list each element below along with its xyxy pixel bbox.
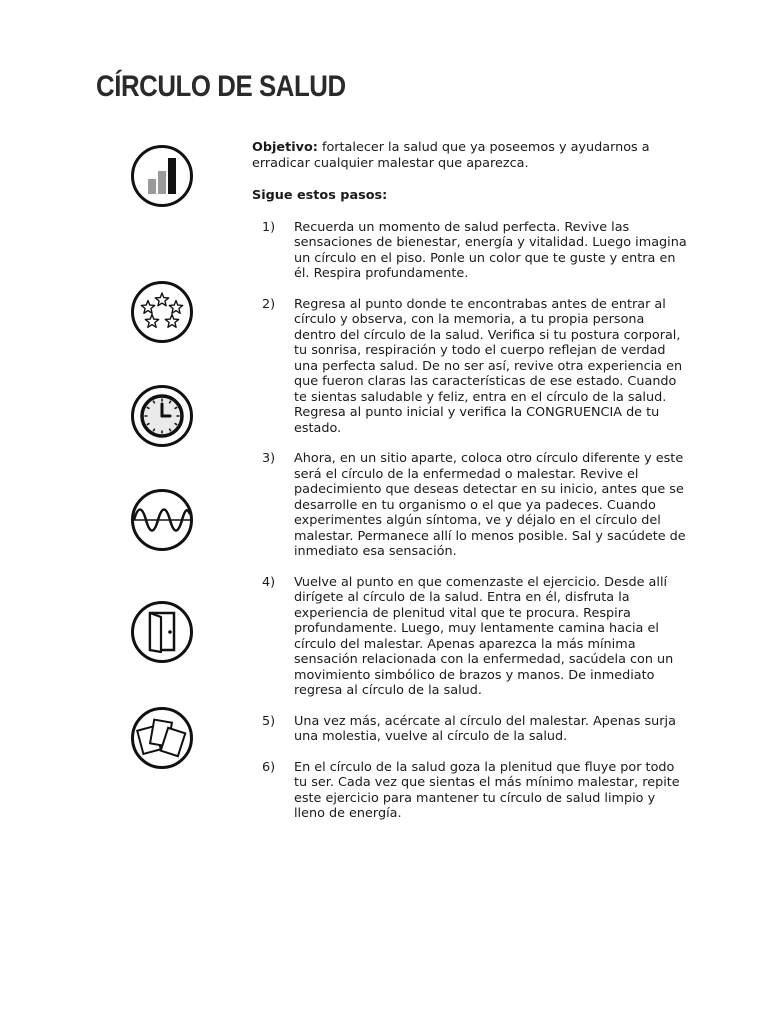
door-icon <box>130 600 194 664</box>
step-number: 2) <box>262 296 276 312</box>
step-item <box>252 220 688 282</box>
step-text: Regresa al punto donde te encontrabas antes de entrar al círculo y observa, con la memoria, a tu propia persona dentro del círculo de la salud. Verifica si tu postura corporal, tu sonrisa, respiración y todo el cuerpo reflejan de verdad una perfecta salud. De no ser así, revive otra experiencia en que fueron claras las características de ese estado. Cuando te sientas saludable y feliz, entra en el círculo de la salud. Regresa al punto inicial y verifica la CONGRUENCIA de tu estado. <box>294 296 683 436</box>
steps-list <box>252 220 688 822</box>
step-text: Vuelve al punto en que comenzaste el ejercicio. Desde allí dirígete al círculo de la salud. Entra en él, disfruta la experiencia de plenitud vital que te procura. Respira profundamente. Luego, muy lentamente camina hacia el círculo del malestar. Apenas aparezca la más mínima sensación relacionada con la enfermedad, sacúdela con un movimiento simbólico de brazos y manos. De inmediato regresa al círculo de la salud. <box>294 574 674 698</box>
step-item <box>252 760 688 822</box>
main-content <box>252 140 688 837</box>
objective-label: Objetivo: <box>252 140 318 155</box>
clock-icon <box>130 384 194 448</box>
step-item <box>252 575 688 699</box>
step-text: Recuerda un momento de salud perfecta. Revive las sensaciones de bienestar, energía y vitalidad. Luego imagina un círculo en el piso. Ponle un color que te guste y entra en él. Respira profundamente. <box>294 219 687 281</box>
bar-chart-icon <box>130 144 194 208</box>
step-number: 3) <box>262 451 276 466</box>
step-text: Una vez más, acércate al círculo del malestar. Apenas surja una molestia, vuelve al círculo de la salud. <box>294 713 676 744</box>
stars-icon <box>130 280 194 344</box>
cards-icon <box>130 706 194 770</box>
objective-text: fortalecer la salud que ya poseemos y ayudarnos a erradicar cualquier malestar que aparezca. <box>252 140 650 171</box>
wave-icon <box>130 488 194 552</box>
step-number: 5) <box>262 713 276 729</box>
step-text: En el círculo de la salud goza la plenitud que fluye por todo tu ser. Cada vez que sientas el más mínimo malestar, repite este ejercicio para mantener tu círculo de salud limpio y lleno de energía. <box>294 759 680 821</box>
objective-paragraph <box>252 140 688 171</box>
step-item <box>252 714 688 745</box>
step-text: Ahora, en un sitio aparte, coloca otro círculo diferente y este será el círculo de la enfermedad o malestar. Revive el padecimiento que deseas detectar en su inicio, antes que se desarrolle en tu organismo o el que ya padeces. Cuando experimentes algún síntoma, ve y déjalo en el círculo del malestar. Permanece allí lo menos posible. Sal y sacúdete de inmediato esa sensación. <box>294 451 686 559</box>
page-title: CÍRCULO DE SALUD <box>96 70 346 103</box>
steps-heading: Sigue estos pasos: <box>252 188 388 203</box>
step-number: 4) <box>262 574 276 590</box>
step-number: 1) <box>262 219 276 235</box>
step-item <box>252 451 688 560</box>
step-number: 6) <box>262 759 276 775</box>
step-item <box>252 297 688 437</box>
